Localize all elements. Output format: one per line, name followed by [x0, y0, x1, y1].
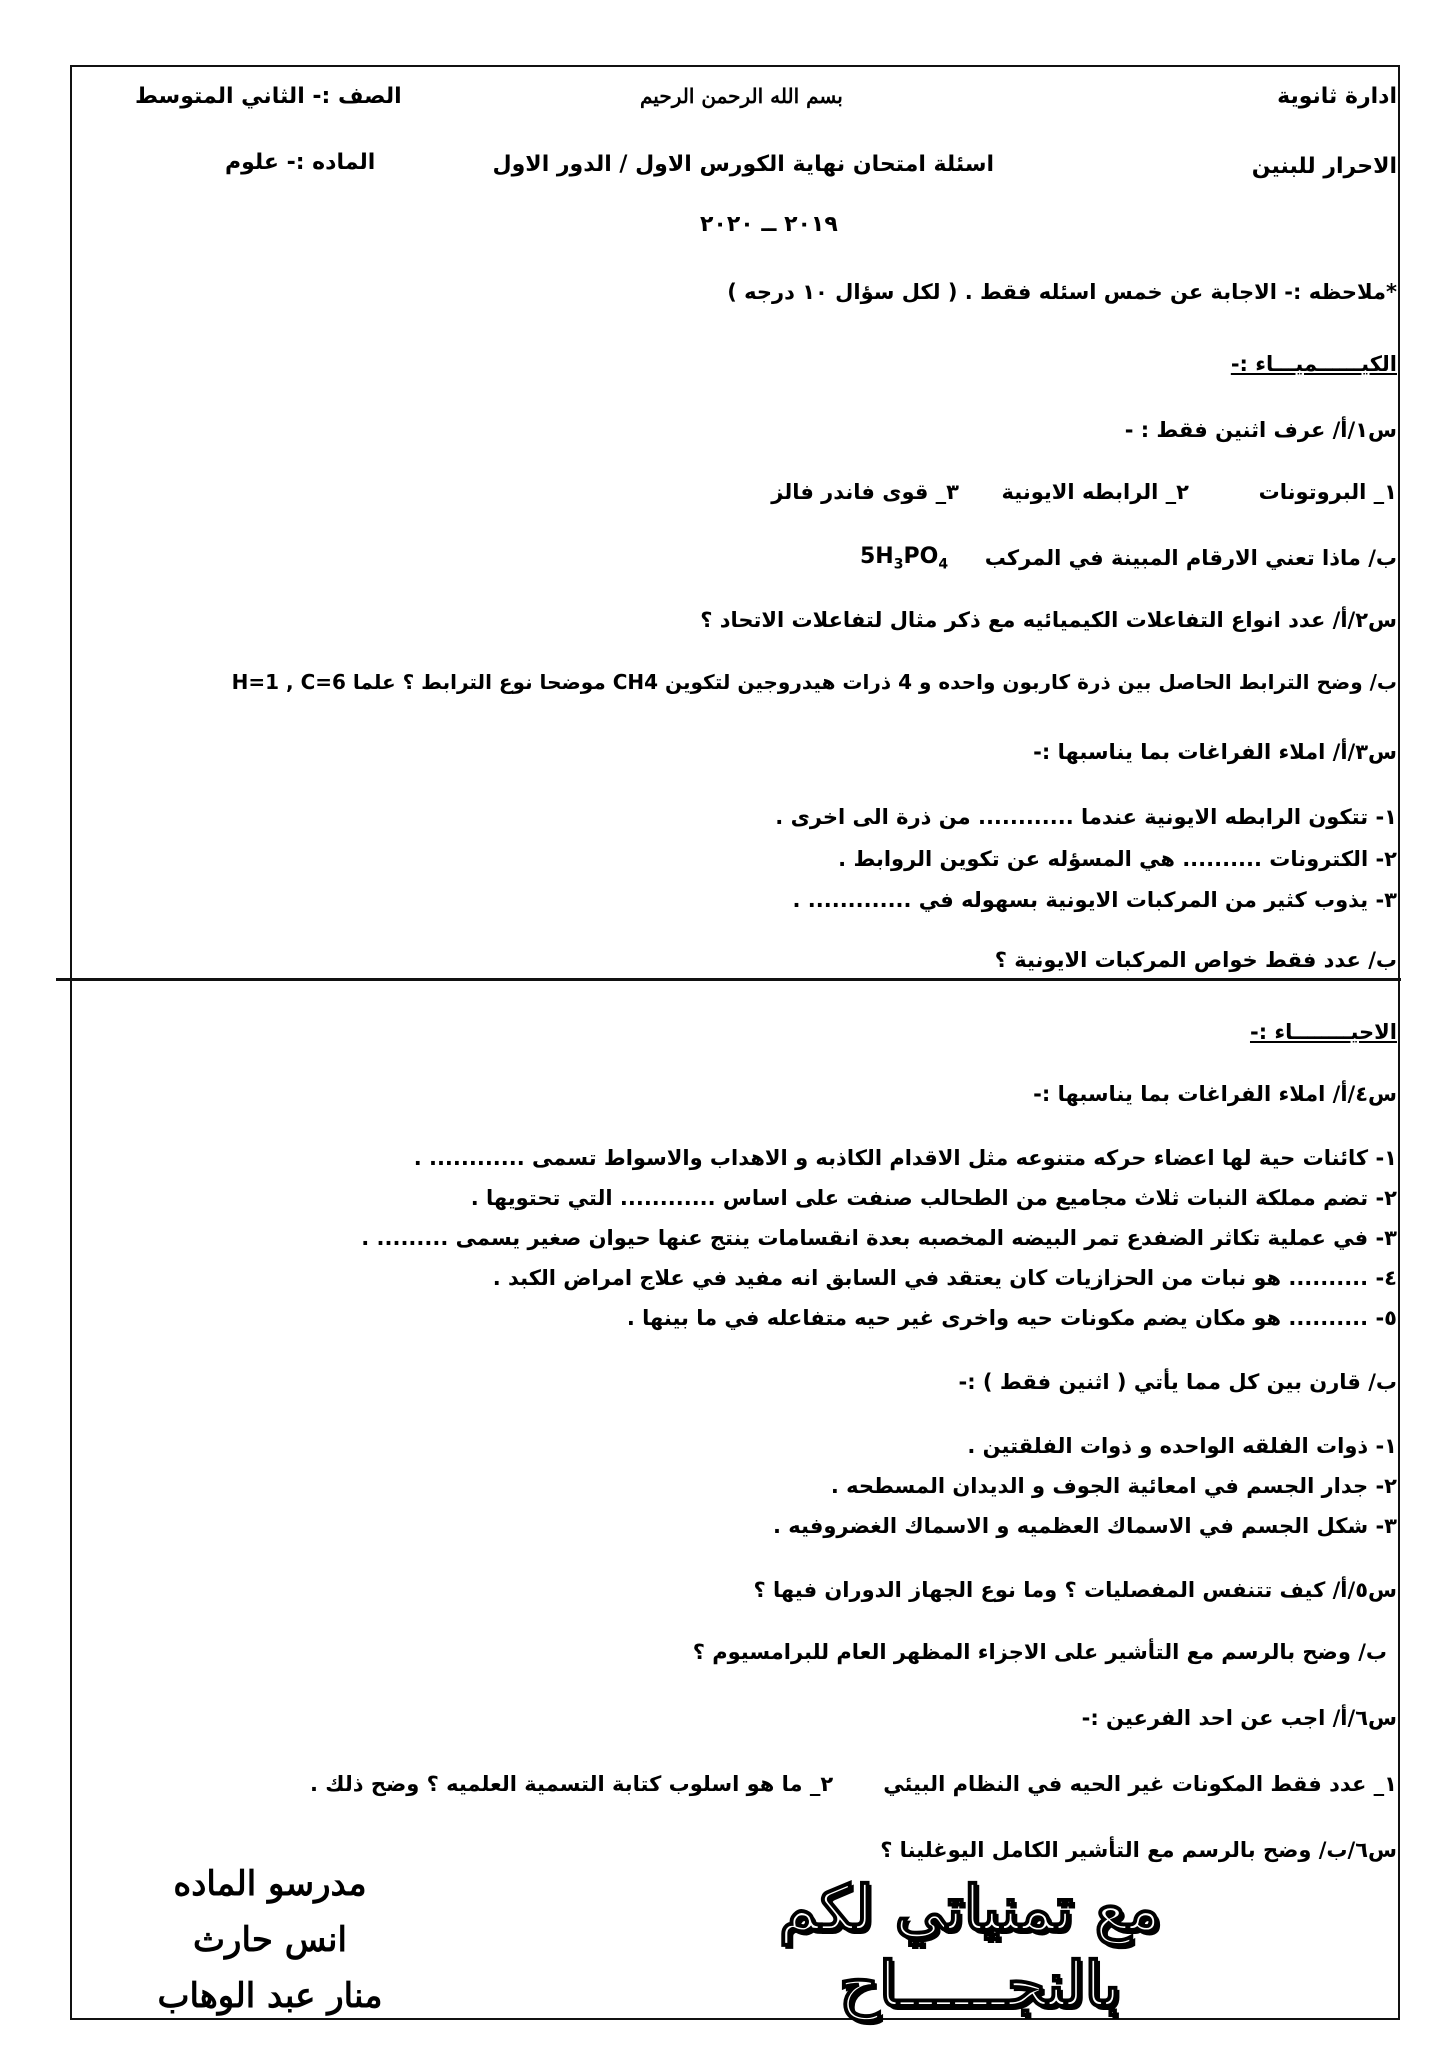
question-6a: س٦/أ/ اجب عن احد الفرعين :-	[1081, 1706, 1397, 1730]
q6a-item-1: ١_ عدد فقط المكونات غير الحيه في النظام البيئي	[883, 1772, 1397, 1796]
question-3a: س٣/أ/ املاء الفراغات بما يناسبها :-	[1033, 740, 1397, 764]
chemistry-heading: الكيــــــميـــاء :-	[1230, 352, 1397, 376]
school-name-line2: الاحرار للبنين	[1251, 154, 1397, 179]
q1a-item-2: ٢_ الرابطه الايونية	[1001, 480, 1189, 504]
question-4a: س٤/أ/ املاء الفراغات بما يناسبها :-	[1033, 1082, 1397, 1106]
q4a-item-4: ٤- .......... هو نبات من الحزازيات كان يعتقد في السابق انه مفيد في علاج امراض الكبد .	[492, 1266, 1397, 1290]
q1a-item-1: ١_ البروتونات	[1258, 480, 1397, 504]
q3a-item-1: ١- تتكون الرابطه الايونية عندما ............ من ذرة الى اخرى .	[775, 805, 1397, 829]
q3a-item-2: ٢- الكترونات .......... هي المسؤله عن تكوين الروابط .	[838, 847, 1397, 871]
section-divider	[56, 978, 1401, 981]
q4b-item-1: ١- ذوات الفلقه الواحده و ذوات الفلقتين .	[967, 1434, 1397, 1458]
q4a-item-5: ٥- .......... هو مكان يضم مكونات حيه واخرى غير حيه متفاعله في ما بينها .	[626, 1306, 1397, 1330]
q4a-item-1: ١- كائنات حية لها اعضاء حركه متنوعه مثل الاقدام الكاذبه و الاهداب والاسواط تسمى ............ .	[413, 1146, 1397, 1170]
q3a-item-3: ٣- يذوب كثير من المركبات الايونية بسهوله في ............. .	[792, 888, 1397, 912]
exam-title: اسئلة امتحان نهاية الكورس الاول / الدور الاول	[492, 152, 994, 177]
basmala: بسم الله الرحمن الرحيم	[640, 84, 843, 108]
wish-line-1: مع تمنياتي لكم	[778, 1872, 1162, 1945]
question-2b: ب/ وضح الترابط الحاصل بين ذرة كاربون واحده و 4 ذرات هيدروجين لتكوين CH4 موضحا نوع الترابط ؟ علما H=1 , C=6	[231, 670, 1397, 694]
question-5b: ب/ وضح بالرسم مع التأشير على الاجزاء المظهر العام للبرامسيوم ؟	[692, 1640, 1387, 1664]
grade-label: الصف :- الثاني المتوسط	[135, 84, 402, 109]
question-3b: ب/ عدد فقط خواص المركبات الايونية ؟	[994, 948, 1397, 972]
q1a-item-3: ٣_ قوى فاندر فالز	[771, 480, 959, 504]
exam-year: ٢٠١٩ ــ ٢٠٢٠	[700, 212, 838, 237]
question-4b: ب/ قارن بين كل مما يأتي ( اثنين فقط ) :-	[958, 1370, 1397, 1394]
biology-heading: الاحيــــــــاء :-	[1249, 1020, 1397, 1044]
question-1b: ب/ ماذا تعني الارقام المبينة في المركب	[984, 546, 1397, 570]
wish-line-2: بالنجــــــاح	[839, 1948, 1121, 2021]
q1b-formula: $5H_3PO_4$	[860, 544, 949, 573]
school-name-line1: ادارة ثانوية	[1277, 84, 1397, 109]
question-5a: س٥/أ/ كيف تتنفس المفصليات ؟ وما نوع الجهاز الدوران فيها ؟	[753, 1578, 1397, 1602]
exam-note: *ملاحظه :- الاجابة عن خمس اسئله فقط . ( لكل سؤال ١٠ درجه )	[727, 280, 1397, 304]
q4b-item-2: ٢- جدار الجسم في امعائية الجوف و الديدان المسطحه .	[830, 1474, 1397, 1498]
q4b-item-3: ٣- شكل الجسم في الاسماك العظميه و الاسماك الغضروفيه .	[772, 1514, 1397, 1538]
teacher-name-1: انس حارث	[193, 1920, 347, 1960]
question-6b: س٦/ب/ وضح بالرسم مع التأشير الكامل اليوغلينا ؟	[880, 1838, 1397, 1862]
subject-label: الماده :- علوم	[225, 150, 376, 175]
q4a-item-2: ٢- تضم مملكة النبات ثلاث مجاميع من الطحالب صنفت على اساس ............ التي تحتويها .	[470, 1186, 1397, 1210]
q4a-item-3: ٣- في عملية تكاثر الضفدع تمر البيضه المخصبه بعدة انقسامات ينتج عنها حيوان صغير يسمى ......... .	[361, 1226, 1397, 1250]
question-2a: س٢/أ/ عدد انواع التفاعلات الكيميائيه مع ذكر مثال لتفاعلات الاتحاد ؟	[700, 608, 1397, 632]
q6a-item-2: ٢_ ما هو اسلوب كتابة التسمية العلميه ؟ وضح ذلك .	[310, 1772, 834, 1796]
teacher-name-2: منار عبد الوهاب	[157, 1976, 383, 2016]
teachers-title: مدرسو الماده	[173, 1864, 367, 1904]
question-1a: س١/أ/ عرف اثنين فقط : -	[1124, 418, 1397, 442]
